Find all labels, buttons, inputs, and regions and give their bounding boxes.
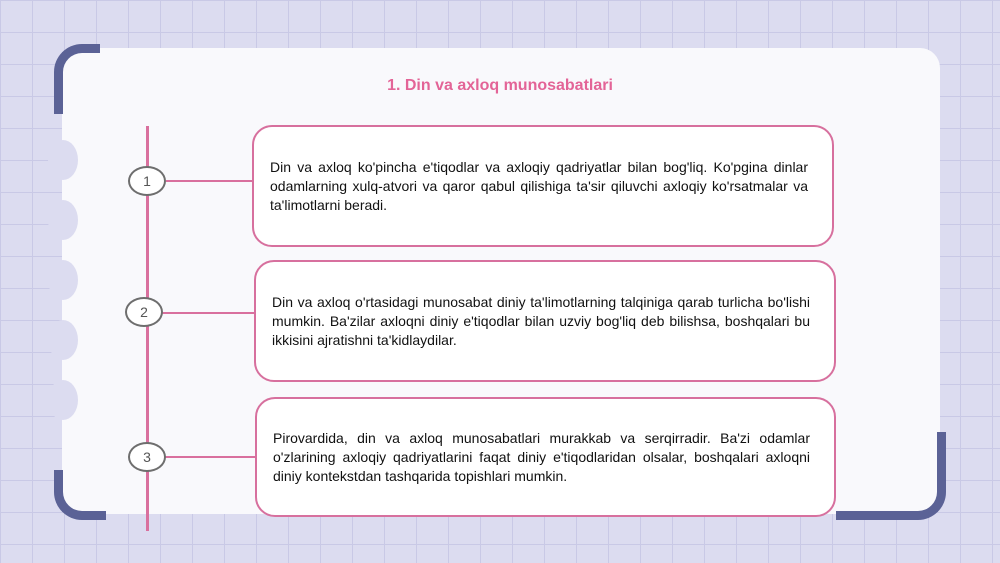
text-card [255,397,836,517]
notebook-hole [48,140,78,180]
text-card [252,125,834,247]
step-number-badge: 3 [128,442,166,472]
timeline-connector [164,456,258,458]
notebook-hole [48,320,78,360]
notebook-hole [48,260,78,300]
timeline-connector [162,312,258,314]
card-text: Din va axloq ko'pincha e'tiqodlar va axloqiy qadriyatlar bilan bog'liq. Ko'pgina dinlar odamlarning xulq-atvori va qaror qabul qilishiga ta'sir qiluvchi axloqiy ko'rsatmalar va ta'limotlarni beradi. [270,158,808,213]
slide-title: 1. Din va axloq munosabatlari [387,77,613,94]
notebook-hole [48,200,78,240]
timeline-connector [166,180,256,182]
notebook-hole [48,380,78,420]
text-card [254,260,836,382]
frame-corner-bottom-left [54,470,106,520]
card-text: Pirovardida, din va axloq munosabatlari murakkab va serqirradir. Ba'zi odamlar o'zlarining axloqiy qadriyatlarini faqat diniy e'tiqodlaridan olsalar, boshqalari axloqni diniy kontekstdan tashqarida topishlari mumkin. [273,429,810,484]
card-text: Din va axloq o'rtasidagi munosabat diniy ta'limotlarning talqiniga qarab turlicha bo'lishi mumkin. Ba'zilar axloqni diniy e'tiqodlar bilan uzviy bog'liq deb bilishsa, boshqalari bu ikkisini ajratishni ta'kidlaydilar. [272,293,810,348]
step-number-badge: 2 [125,297,163,327]
frame-corner-bottom-right [836,432,946,520]
step-number-badge: 1 [128,166,166,196]
